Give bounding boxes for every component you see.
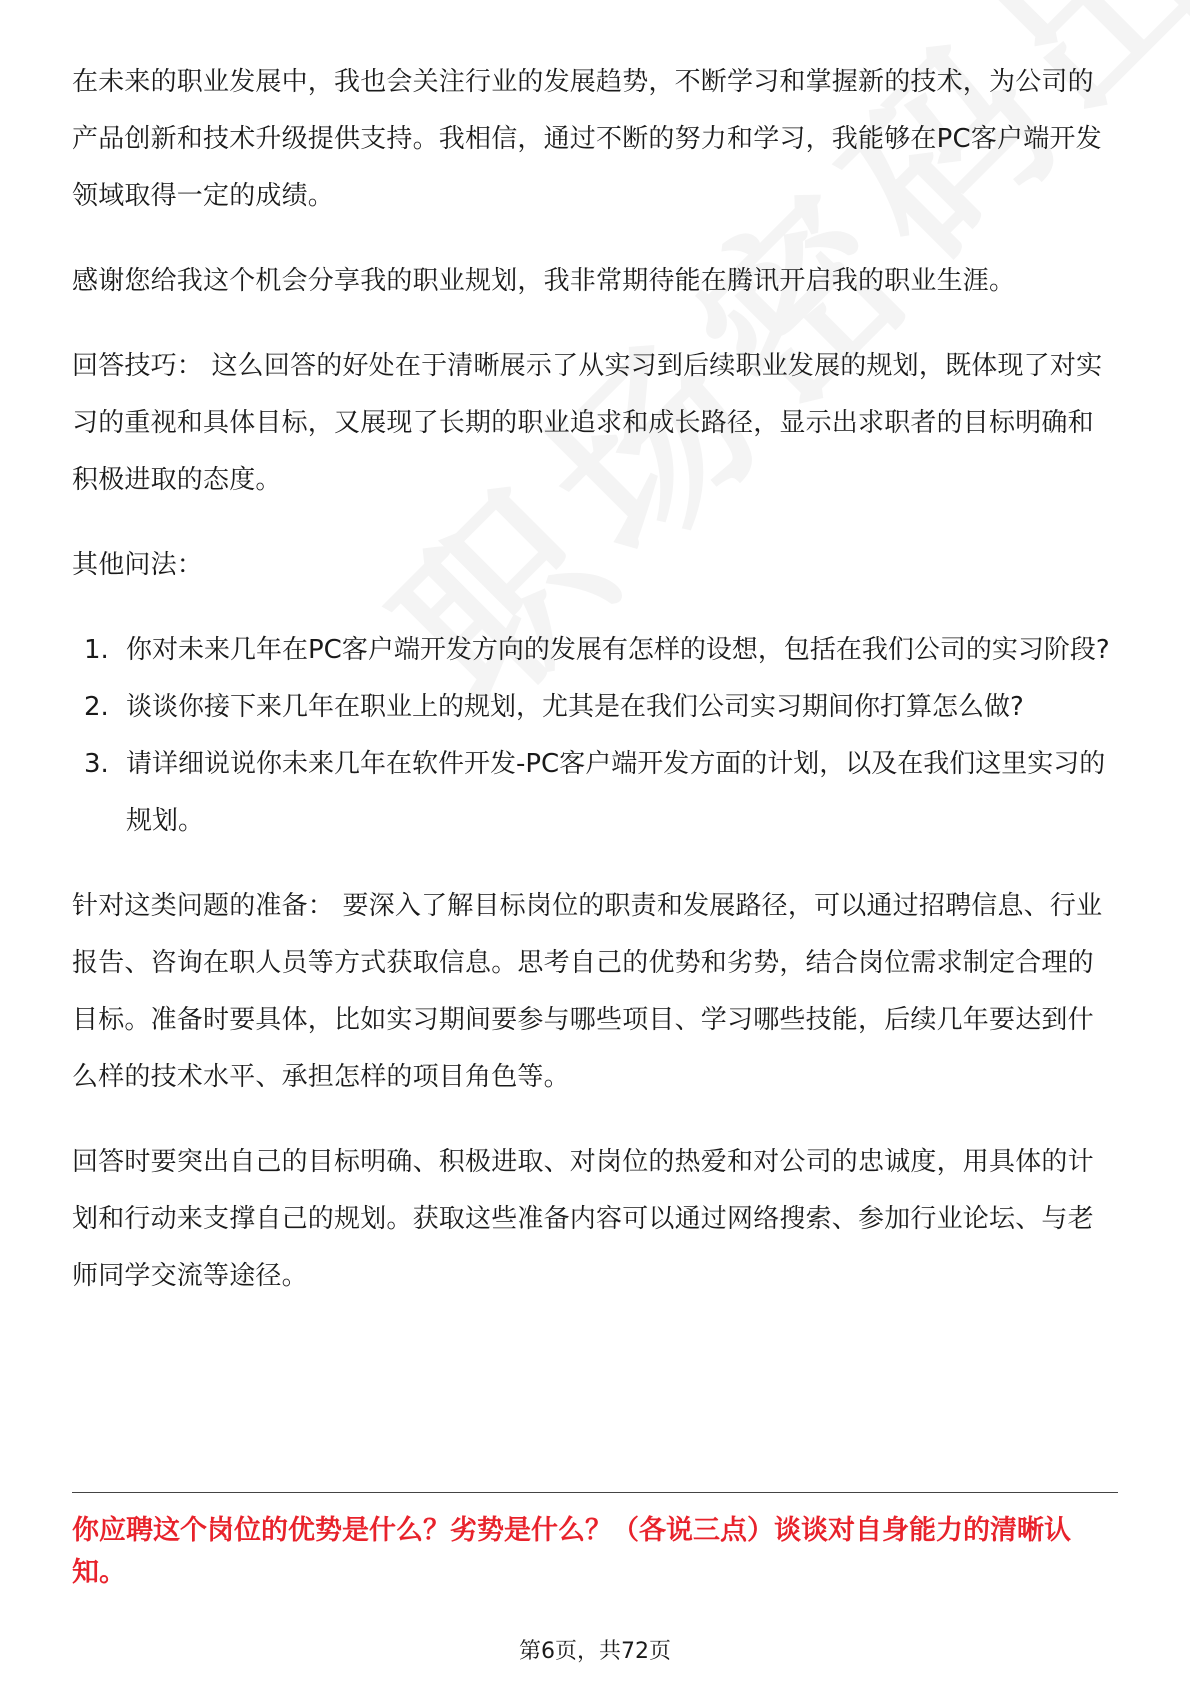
paragraph-thanks: 感谢您给我这个机会分享我的职业规划，我非常期待能在腾讯开启我的职业生涯。 [72,266,1016,296]
document-body [72,54,1118,1305]
page-footer: 第6页，共72页 [519,1639,671,1664]
list-item-number: 2. [84,692,109,722]
paragraph-other-questions-heading: 其他问法： [72,550,204,580]
paragraph-preparation: 针对这类问题的准备： 要深入了解目标岗位的职责和发展路径，可以通过招聘信息、行业报告、咨询在职人员等方式获取信息。思考自己的优势和劣势，结合岗位需求制定合理的目标。准备时要具体，比如实习期间要参与哪些项目、学习哪些技能，后续几年要达到什么样的技术水平、承担怎样的项目角色等。 [72,891,1103,1092]
section-divider [72,1492,1118,1493]
alt-questions-list [72,622,1118,850]
list-item [72,622,1118,679]
list-item-text: 请详细说说你未来几年在软件开发-PC客户端开发方面的计划，以及在我们这里实习的规划。 [126,749,1106,836]
list-item-number: 1. [84,635,109,665]
paragraph-answer-tips: 回答技巧： 这么回答的好处在于清晰展示了从实习到后续职业发展的规划，既体现了对实习的重视和具体目标，又展现了长期的职业追求和成长路径，显示出求职者的目标明确和积极进取的态度。 [72,351,1103,495]
list-item-text: 你对未来几年在PC客户端开发方向的发展有怎样的设想，包括在我们公司的实习阶段? [126,635,1110,665]
list-item-number: 3. [84,749,109,779]
list-item-text: 谈谈你接下来几年在职业上的规划，尤其是在我们公司实习期间你打算怎么做? [126,692,1024,722]
paragraph-answer-focus: 回答时要突出自己的目标明确、积极进取、对岗位的热爱和对公司的忠诚度，用具体的计划和行动来支撑自己的规划。获取这些准备内容可以通过网络搜索、参加行业论坛、与老师同学交流等途径。 [72,1147,1094,1291]
paragraph-career-outlook: 在未来的职业发展中，我也会关注行业的发展趋势，不断学习和掌握新的技术，为公司的产品创新和技术升级提供支持。我相信，通过不断的努力和学习，我能够在PC客户端开发领域取得一定的成绩。 [72,67,1102,211]
list-item [72,679,1118,736]
next-question-heading: 你应聘这个岗位的优势是什么？劣势是什么？（各说三点）谈谈对自身能力的清晰认知。 [72,1515,1071,1588]
list-item [72,736,1118,850]
